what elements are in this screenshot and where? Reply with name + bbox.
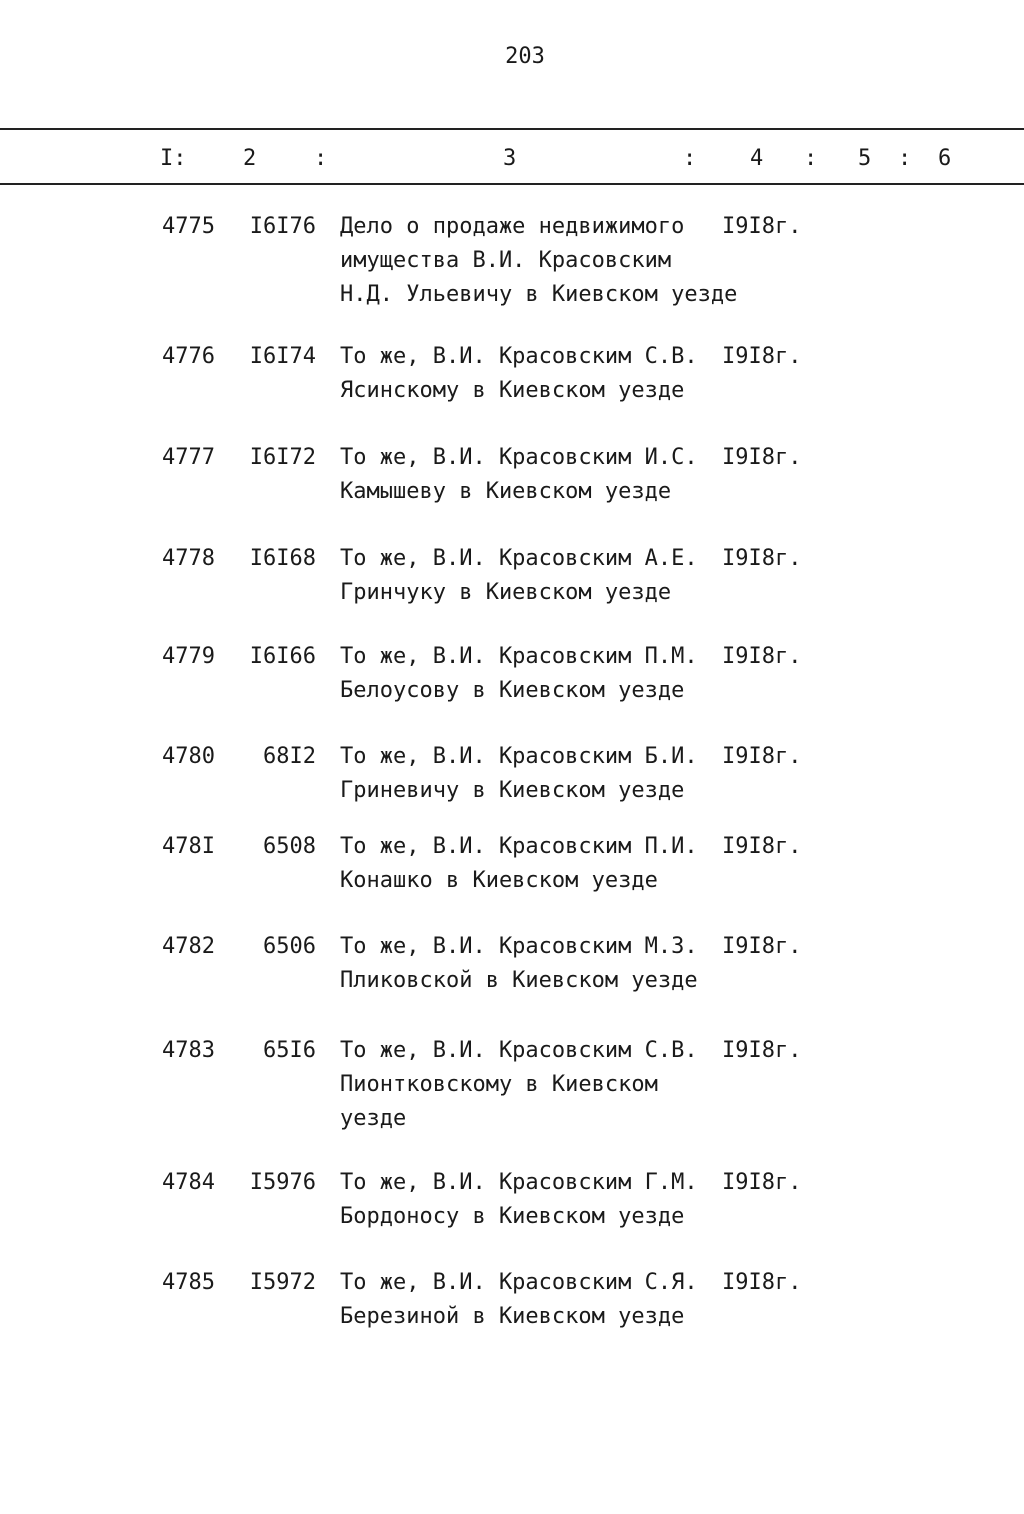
row-number: 4778 bbox=[162, 546, 215, 571]
row-number: 4777 bbox=[162, 445, 215, 470]
description-line: Гринчуку в Киевском уезде bbox=[340, 580, 672, 605]
row-year: I9I8г. bbox=[722, 445, 802, 470]
header-bottom-rule bbox=[0, 183, 1024, 185]
row-code: 65I6 bbox=[263, 1038, 316, 1063]
description-line: уезде bbox=[340, 1106, 407, 1131]
description-line: То же, В.И. Красовским Г.М. bbox=[340, 1170, 698, 1195]
row-year: I9I8г. bbox=[722, 834, 802, 859]
description-line: Белоусову в Киевском уезде bbox=[340, 678, 685, 703]
description-line: То же, В.И. Красовским П.М. bbox=[340, 644, 698, 669]
description-line: Пликовской в Киевском уезде bbox=[340, 968, 698, 993]
row-number: 4782 bbox=[162, 934, 215, 959]
row-year: I9I8г. bbox=[722, 644, 802, 669]
description-line: имущества В.И. Красовским bbox=[340, 248, 672, 273]
row-description bbox=[340, 1034, 698, 1136]
column-separator: : bbox=[804, 146, 818, 171]
row-number: 4780 bbox=[162, 744, 215, 769]
description-line: Дело о продаже недвижимого bbox=[340, 214, 685, 239]
description-line: То же, В.И. Красовским М.З. bbox=[340, 934, 698, 959]
description-line: Бордоносу в Киевском уезде bbox=[340, 1204, 685, 1229]
header-top-rule bbox=[0, 128, 1024, 130]
row-number: 4775 bbox=[162, 214, 215, 239]
row-number: 4776 bbox=[162, 344, 215, 369]
row-year: I9I8г. bbox=[722, 934, 802, 959]
description-line: То же, В.И. Красовским Б.И. bbox=[340, 744, 698, 769]
row-year: I9I8г. bbox=[722, 546, 802, 571]
column-separator: : bbox=[898, 146, 912, 171]
row-number: 4783 bbox=[162, 1038, 215, 1063]
row-description bbox=[340, 441, 698, 509]
description-line: Березиной в Киевском уезде bbox=[340, 1304, 685, 1329]
row-code: I5976 bbox=[249, 1170, 316, 1195]
row-description bbox=[340, 1266, 698, 1334]
row-year: I9I8г. bbox=[722, 344, 802, 369]
description-line: То же, В.И. Красовским С.Я. bbox=[340, 1270, 698, 1295]
row-year: I9I8г. bbox=[722, 1038, 802, 1063]
row-description bbox=[340, 1166, 698, 1234]
page-number: 203 bbox=[505, 44, 545, 69]
row-number: 4785 bbox=[162, 1270, 215, 1295]
row-number: 4784 bbox=[162, 1170, 215, 1195]
column-header-4: 4 bbox=[750, 146, 764, 171]
description-line: Камышеву в Киевском уезде bbox=[340, 479, 672, 504]
row-code: I5972 bbox=[249, 1270, 316, 1295]
row-code: 6506 bbox=[263, 934, 316, 959]
row-description bbox=[340, 340, 698, 408]
description-line: Гриневичу в Киевском уезде bbox=[340, 778, 685, 803]
row-description bbox=[340, 830, 698, 898]
row-code: I6I76 bbox=[249, 214, 316, 239]
row-code: 68I2 bbox=[263, 744, 316, 769]
row-year: I9I8г. bbox=[722, 1170, 802, 1195]
description-line: То же, В.И. Красовским А.Е. bbox=[340, 546, 698, 571]
row-year: I9I8г. bbox=[722, 214, 802, 239]
column-separator: : bbox=[314, 146, 328, 171]
row-number: 4779 bbox=[162, 644, 215, 669]
description-line: То же, В.И. Красовским И.С. bbox=[340, 445, 698, 470]
column-separator: : bbox=[683, 146, 697, 171]
description-line: Н.Д. Ульевичу в Киевском уезде bbox=[340, 282, 738, 307]
description-line: Конашко в Киевском уезде bbox=[340, 868, 658, 893]
description-line: То же, В.И. Красовским С.В. bbox=[340, 1038, 698, 1063]
row-description bbox=[340, 542, 698, 610]
row-description bbox=[340, 210, 737, 312]
row-code: I6I72 bbox=[249, 445, 316, 470]
row-code: I6I74 bbox=[249, 344, 316, 369]
row-description bbox=[340, 740, 698, 808]
column-header-6: 6 bbox=[938, 146, 952, 171]
column-header-5: 5 bbox=[858, 146, 872, 171]
row-number: 478I bbox=[162, 834, 215, 859]
description-line: Ясинскому в Киевском уезде bbox=[340, 378, 685, 403]
column-header-1: I: bbox=[160, 146, 187, 171]
column-header-3: 3 bbox=[503, 146, 517, 171]
row-year: I9I8г. bbox=[722, 1270, 802, 1295]
row-code: I6I66 bbox=[249, 644, 316, 669]
row-code: 6508 bbox=[263, 834, 316, 859]
row-code: I6I68 bbox=[249, 546, 316, 571]
row-description bbox=[340, 930, 698, 998]
description-line: Пионтковскому в Киевском bbox=[340, 1072, 658, 1097]
description-line: То же, В.И. Красовским П.И. bbox=[340, 834, 698, 859]
row-year: I9I8г. bbox=[722, 744, 802, 769]
row-description bbox=[340, 640, 698, 708]
description-line: То же, В.И. Красовским С.В. bbox=[340, 344, 698, 369]
column-header-2: 2 bbox=[243, 146, 257, 171]
